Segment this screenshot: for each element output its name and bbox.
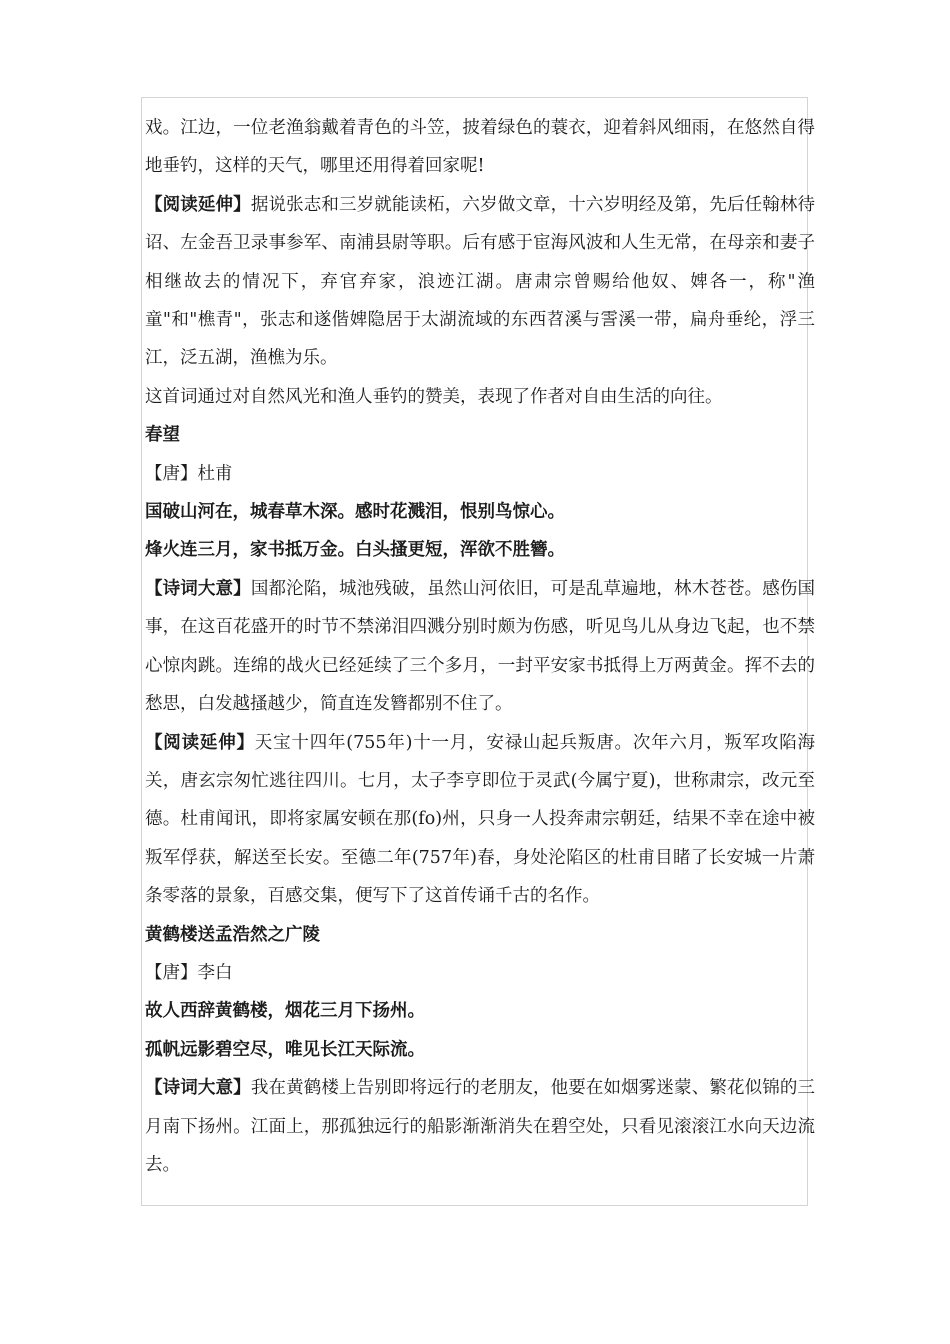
reading-extension-paragraph [145,724,815,916]
summary-paragraph: 这首词通过对自然风光和渔人垂钓的赞美，表现了作者对自由生活的向往。 [145,386,723,407]
reading-extension-paragraph [145,186,815,378]
poem-author: 【唐】李白 [145,962,233,983]
section-label: 【阅读延伸】 [145,732,255,753]
poem-title: 春望 [145,425,180,446]
poem-verse: 孤帆远影碧空尽，唯见长江天际流。 [145,1039,425,1060]
section-label: 【诗词大意】 [145,578,251,599]
translation-paragraph-continued: 戏。江边，一位老渔翁戴着青色的斗笠，披着绿色的蓑衣，迎着斜风细雨，在悠然自得地垂钓，这样的天气，哪里还用得着回家呢! [145,118,815,177]
paragraph-text: 天宝十四年(755年)十一月，安禄山起兵叛唐。次年六月，叛军攻陷海关，唐玄宗匆忙逃往四川。七月，太子李亨即位于灵武(今属宁夏)，世称肃宗，改元至德。杜甫闻讯，即将家属安顿在那(fo)州，只身一人投奔肃宗朝廷，结果不幸在途中被叛军俘获，解送至长安。至德二年(757年)春，身处沦陷区的杜甫目睹了长安城一片萧条零落的景象，百感交集，便写下了这首传诵千古的名作。 [145,732,815,907]
poem-verse: 烽火连三月，家书抵万金。白头搔更短，浑欲不胜簪。 [145,540,565,561]
poem-verse: 国破山河在，城春草木深。感时花溅泪，恨别鸟惊心。 [145,502,565,523]
paragraph-text: 国都沦陷，城池残破，虽然山河依旧，可是乱草遍地，林木苍苍。感伤国事，在这百花盛开的时节不禁涕泪四溅分别时颇为伤感，听见鸟儿从身边飞起，也不禁心惊肉跳。连绵的战火已经延续了三个多月，一封平安家书抵得上万两黄金。挥不去的愁思，白发越搔越少，简直连发簪都别不住了。 [145,578,815,715]
poem-meaning-paragraph [145,1069,815,1184]
poem-title: 黄鹤楼送孟浩然之广陵 [145,924,320,945]
paragraph-text: 据说张志和三岁就能读柘，六岁做文章，十六岁明经及第，先后任翰林待诏、左金吾卫录事参军、南浦县尉等职。后有感于宦海风波和人生无常，在母亲和妻子相继故去的情况下，弃官弃家，浪迹江湖。唐肃宗曾赐给他奴、婢各一，称"渔童"和"樵青"，张志和遂偕婢隐居于太湖流域的东西苕溪与霅溪一带，扁舟垂纶，浮三江，泛五湖，渔樵为乐。 [145,194,815,369]
document-body [145,109,815,1184]
poem-verse: 故人西辞黄鹤楼，烟花三月下扬州。 [145,1001,425,1022]
paragraph-text: 我在黄鹤楼上告别即将远行的老朋友，他要在如烟雾迷蒙、繁花似锦的三月南下扬州。江面上，那孤独远行的船影渐渐消失在碧空处，只看见滚滚江水向天边流去。 [145,1078,815,1175]
poem-meaning-paragraph [145,570,815,724]
section-label: 【诗词大意】 [145,1078,251,1099]
section-label: 【阅读延伸】 [145,194,251,215]
poem-author: 【唐】杜甫 [145,463,233,484]
